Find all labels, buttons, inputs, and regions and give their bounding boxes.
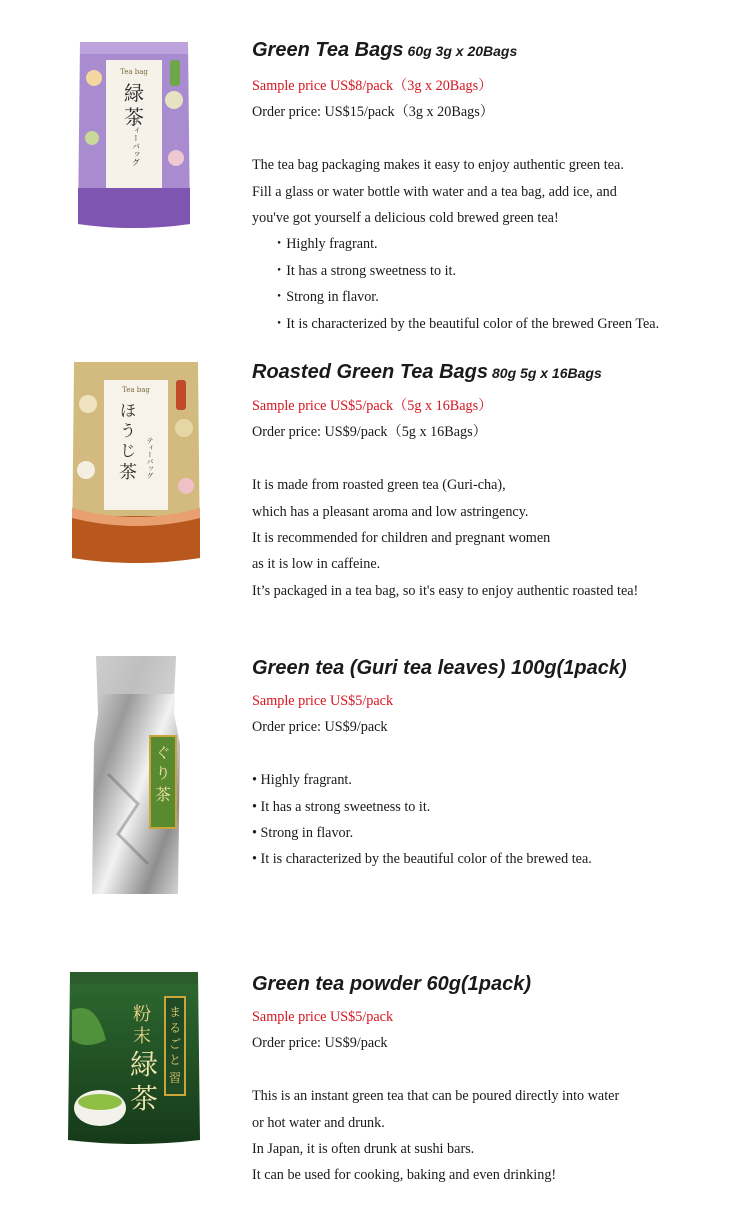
svg-text:緑: 緑 [124, 81, 144, 105]
svg-text:ご: ご [168, 1037, 182, 1051]
feature-item: • It is characterized by the beautiful color of the brewed tea. [252, 851, 592, 868]
svg-text:ぐ: ぐ [155, 744, 171, 762]
sample-price: Sample price US$5/pack [252, 693, 394, 709]
svg-text:ティーバッグ: ティーバッグ [131, 118, 141, 166]
svg-text:末: 末 [133, 1026, 151, 1047]
feature-item: ・Strong in flavor. [272, 289, 379, 306]
green-tea-powder-package-image [66, 970, 202, 1146]
feature-item: • It has a strong sweetness to it. [252, 798, 431, 815]
feature-item: • Strong in flavor. [252, 825, 354, 842]
svg-text:Tea bag: Tea bag [120, 68, 148, 76]
sample-price: Sample price US$5/pack [252, 1009, 394, 1025]
sample-price: Sample price US$5/pack（5g x 16Bags） [252, 398, 493, 414]
order-price: Order price: US$9/pack [252, 719, 388, 736]
feature-item: ・It has a strong sweetness to it. [272, 262, 457, 279]
description-line: as it is low in caffeine. [252, 556, 381, 573]
feature-item: • Highly fragrant. [252, 772, 352, 789]
description-line: It can be used for cooking, baking and even drinking! [252, 1167, 557, 1184]
feature-item: ・It is characterized by the beautiful color of the brewed Green Tea. [272, 315, 660, 332]
svg-text:茶: 茶 [129, 1082, 159, 1115]
product-title: Green tea powder 60g(1pack) [252, 973, 531, 995]
order-price: Order price: US$9/pack [252, 1035, 388, 1052]
description-line: Fill a glass or water bottle with water and a tea bag, add ice, and [252, 183, 617, 200]
feature-item: ・Highly fragrant. [272, 236, 378, 253]
svg-text:習: 習 [168, 1071, 182, 1085]
roasted-green-tea-bags-package-image [68, 358, 204, 566]
svg-text:と: と [168, 1053, 182, 1067]
description-line: you've got yourself a delicious cold brewed green tea! [252, 210, 559, 227]
svg-text:り: り [155, 764, 171, 782]
description-line: It’s packaged in a tea bag, so it's easy to enjoy authentic roasted tea! [252, 582, 639, 599]
svg-text:茶: 茶 [154, 785, 172, 804]
guri-tea-leaves-package-image [88, 654, 184, 898]
svg-text:る: る [168, 1021, 182, 1035]
svg-text:ま: ま [168, 1005, 182, 1019]
green-tea-bags-package-image [74, 38, 194, 230]
description-line: It is made from roasted green tea (Guri-cha), [252, 477, 506, 494]
order-price: Order price: US$15/pack（3g x 20Bags） [252, 104, 494, 121]
svg-text:ティーバッグ: ティーバッグ [146, 437, 154, 479]
svg-text:茶: 茶 [124, 105, 144, 129]
svg-text:緑: 緑 [129, 1048, 159, 1081]
description-line: which has a pleasant aroma and low astringency. [252, 503, 529, 520]
product-title: Green Tea Bags 60g 3g x 20Bags [252, 39, 518, 61]
description-line: or hot water and drunk. [252, 1114, 385, 1131]
svg-text:ほ: ほ [119, 401, 137, 420]
product-title: Roasted Green Tea Bags 80g 5g x 16Bags [252, 361, 602, 383]
description-line: The tea bag packaging makes it easy to enjoy authentic green tea. [252, 157, 624, 174]
svg-text:う: う [119, 421, 137, 440]
sample-price: Sample price US$8/pack（3g x 20Bags） [252, 78, 493, 94]
svg-text:Tea bag: Tea bag [122, 386, 150, 394]
svg-text:粉: 粉 [133, 1004, 151, 1025]
order-price: Order price: US$9/pack（5g x 16Bags） [252, 424, 487, 441]
description-line: It is recommended for children and pregnant women [252, 530, 551, 547]
description-line: This is an instant green tea that can be poured directly into water [252, 1088, 620, 1105]
svg-text:茶: 茶 [119, 462, 137, 483]
product-title: Green tea (Guri tea leaves) 100g(1pack) [252, 657, 627, 679]
svg-text:じ: じ [119, 441, 137, 460]
description-line: In Japan, it is often drunk at sushi bars. [252, 1141, 475, 1158]
